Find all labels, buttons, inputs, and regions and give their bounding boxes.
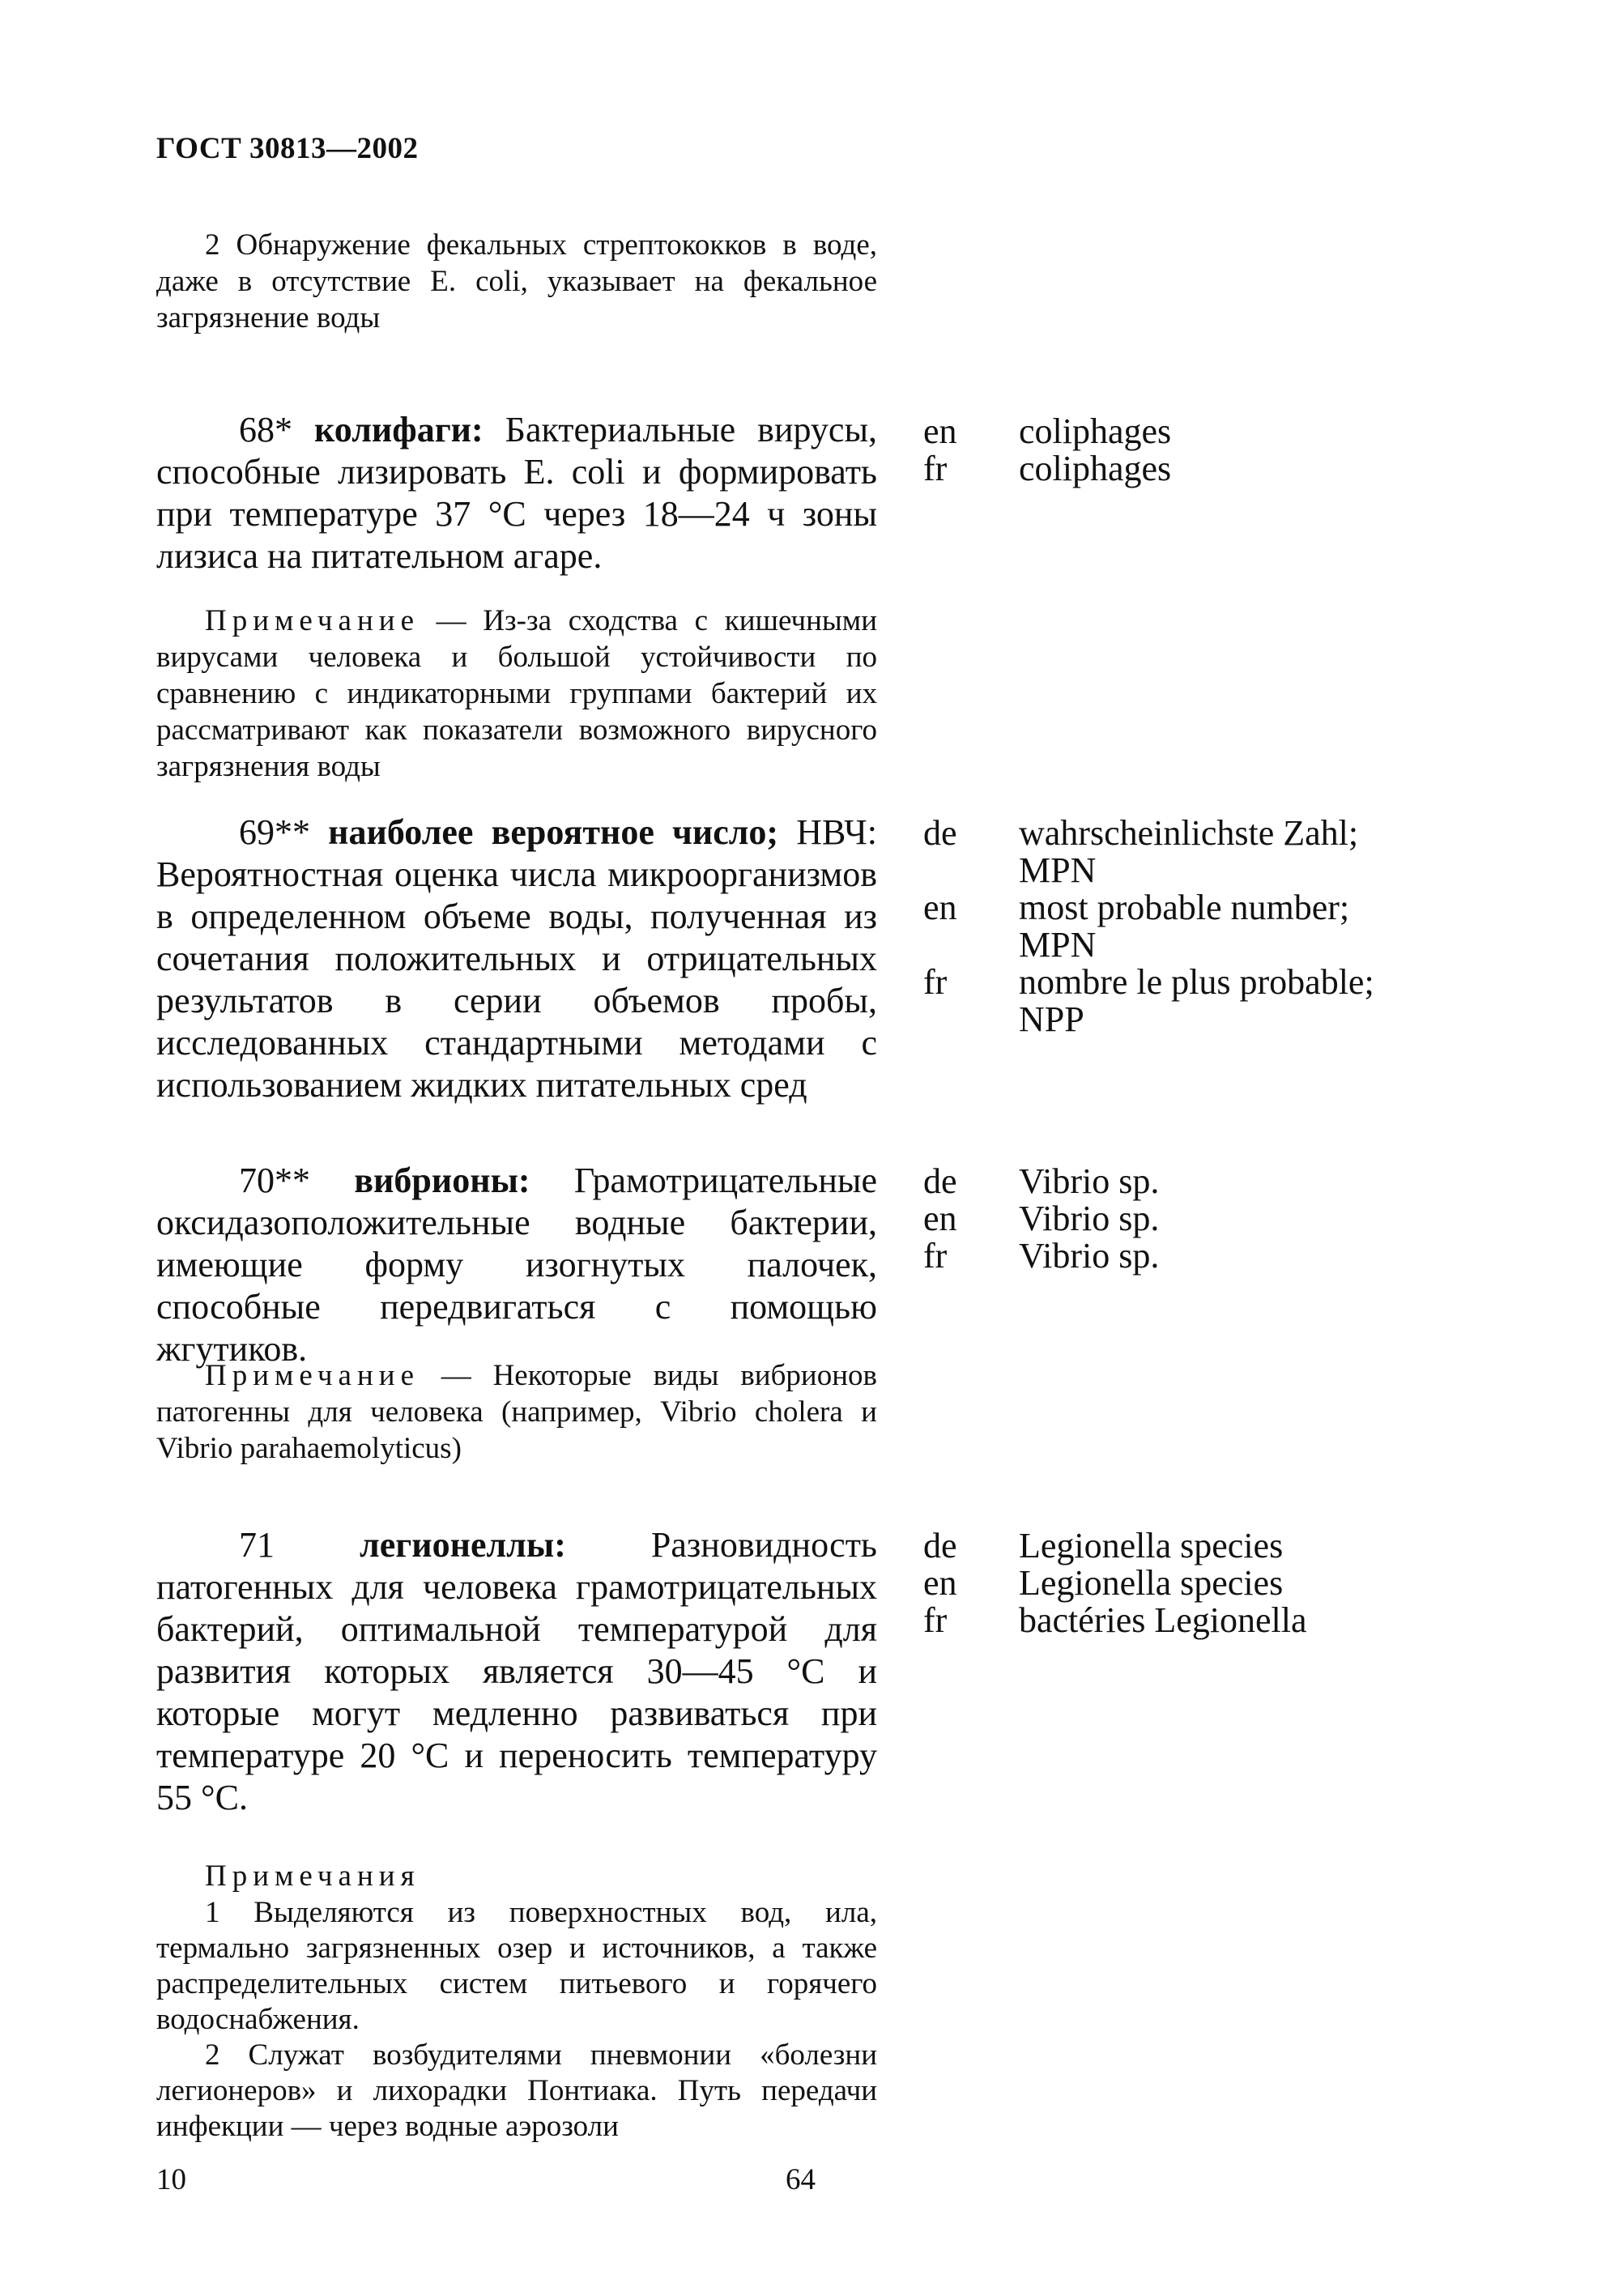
sheet-number: 64 [786, 2163, 816, 2196]
term-number: 68* [239, 410, 292, 449]
term-name: легионеллы: [360, 1525, 566, 1565]
equivalent-abbr: MPN [1019, 850, 1097, 890]
equivalent-term: Vibrio sp. [1019, 1199, 1160, 1238]
equivalent-term: Legionella species [1019, 1526, 1284, 1565]
term-name: наиболее вероятное число; [328, 812, 779, 852]
note-label: Примечание [205, 1359, 420, 1392]
term-definition: НВЧ: Вероятностная оценка числа микроорганизмов в определенном объеме воды, полученная из сочетания положительных и отрицательных результатов в серии объемов пробы, исследованных стандартными методами с использованием жидких питательных сред [156, 812, 877, 1105]
term-71 [156, 1524, 877, 1819]
term-definition: Разновидность патогенных для человека грамотрицательных бактерий, оптимальной температурой для развития которых является 30—45 °С и которые могут медленно развиваться при температуре 20 °С и переносить температуру 55 °С. [156, 1525, 878, 1817]
notes-title: Примечания [205, 1859, 420, 1893]
note-item: 2 Служат возбудителями пневмонии «болезни легионеров» и лихорадки Понтиака. Путь передачи инфекции — через водные аэрозоли [156, 2038, 877, 2143]
term-number: 69** [239, 812, 310, 852]
equivalent-term: nombre le plus probable; [1019, 962, 1374, 1002]
term-71-langs [923, 1527, 972, 1639]
lang-code: de [923, 813, 957, 853]
lang-code: en [923, 1199, 957, 1238]
note-label: Примечание [205, 604, 420, 637]
equivalent-abbr: MPN [1019, 925, 1097, 965]
equivalent-term: Vibrio sp. [1019, 1161, 1160, 1201]
term-70-equivalents [1019, 1163, 1440, 1275]
equivalent-term: most probable number; [1019, 888, 1350, 927]
term-70 [156, 1160, 877, 1370]
note-item: 1 Выделяются из поверхностных вод, ила, термально загрязненных озер и источников, а также распределительных систем питьевого и горячего водоснабжения. [156, 1896, 877, 2036]
lang-code: en [923, 888, 957, 927]
term-68 [156, 409, 877, 577]
equivalent-abbr: NPP [1019, 999, 1084, 1039]
term-68-langs [923, 413, 972, 488]
lang-code: en [923, 1563, 957, 1603]
note-text: — Некоторые виды вибрионов патогенны для человека (например, Vibrio cholera и Vibrio parahaemolyticus) [156, 1359, 877, 1465]
term-name: вибрионы: [354, 1161, 530, 1200]
equivalent-term: Legionella species [1019, 1563, 1284, 1603]
term-68-equivalents [1019, 413, 1440, 488]
equivalent-term: coliphages [1019, 449, 1172, 488]
top-note: 2 Обнаружение фекальных стрептококков в воде, даже в отсутствие E. coli, указывает на фекальное загрязнение воды [156, 228, 877, 334]
term-69-equivalents [1019, 815, 1440, 1038]
term-number: 71 [239, 1525, 275, 1565]
equivalent-term: Vibrio sp. [1019, 1236, 1160, 1276]
term-name: колифаги: [314, 410, 484, 449]
lang-code: fr [923, 1600, 948, 1640]
term-number: 70** [239, 1161, 310, 1200]
lang-code: fr [923, 962, 948, 1002]
notes-list [156, 1895, 877, 2145]
lang-code: en [923, 411, 957, 451]
term-definition: Бактериальные вирусы, способные лизировать E. coli и формировать при температуре 37 °С через 18—24 ч зоны лизиса на питательном агаре. [156, 410, 878, 576]
term-70-langs [923, 1163, 972, 1275]
term-69 [156, 811, 877, 1106]
equivalent-term: coliphages [1019, 411, 1172, 451]
term-69-langs [923, 815, 972, 1038]
document-code: ГОСТ 30813—2002 [156, 132, 419, 165]
note-text: — Из-за сходства с кишечными вирусами человека и большой устойчивости по сравнению с индикаторными группами бактерий их рассматривают как показатели возможного вирусного загрязнения воды [156, 604, 877, 783]
term-70-note [156, 1357, 877, 1467]
term-68-note [156, 603, 877, 785]
lang-code: de [923, 1161, 957, 1201]
term-71-equivalents [1019, 1527, 1440, 1639]
lang-code: fr [923, 449, 948, 488]
lang-code: fr [923, 1236, 948, 1276]
lang-code: de [923, 1526, 957, 1565]
equivalent-term: bactéries Legionella [1019, 1600, 1307, 1640]
page-number: 10 [156, 2163, 186, 2196]
equivalent-term: wahrscheinlichste Zahl; [1019, 813, 1359, 853]
term-definition: Грамотрицательные оксидазоположительные водные бактерии, имеющие форму изогнутых палочек, способные передвигаться с помощью жгутиков. [156, 1161, 877, 1369]
